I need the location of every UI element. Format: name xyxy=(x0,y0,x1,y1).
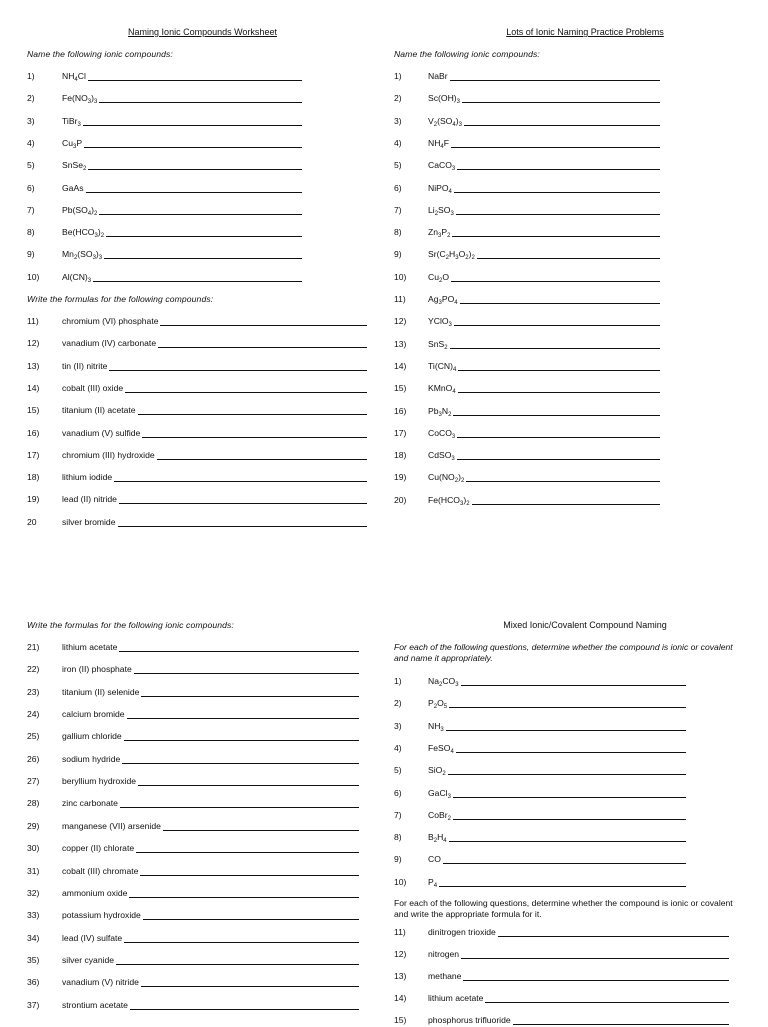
answer-line[interactable] xyxy=(157,459,367,460)
question-number: 3) xyxy=(394,115,402,126)
question-row xyxy=(394,294,660,306)
question-number: 1) xyxy=(394,676,402,686)
worksheet-title-naming-ionic: Naming Ionic Compounds Worksheet xyxy=(128,27,277,37)
question-row xyxy=(394,854,686,866)
answer-line[interactable] xyxy=(84,147,302,148)
question-row xyxy=(394,361,660,373)
question-number: 11) xyxy=(394,927,406,937)
instruction-determine-name: For each of the following questions, determine whether the compound is ionic or covalent and name it appropriately. xyxy=(394,642,733,663)
question-row xyxy=(394,183,660,195)
answer-line[interactable] xyxy=(141,986,359,987)
question-number: 2) xyxy=(27,93,35,104)
question-number: 35) xyxy=(27,954,40,965)
question-number: 15) xyxy=(394,383,407,394)
question-row xyxy=(27,450,367,462)
question-row xyxy=(27,754,359,766)
answer-line[interactable] xyxy=(88,169,302,170)
question-item: zinc carbonate xyxy=(62,798,118,809)
worksheet-title-lots-of-ionic: Lots of Ionic Naming Practice Problems xyxy=(506,27,664,37)
question-item: titanium (II) acetate xyxy=(62,405,136,416)
question-item: titanium (II) selenide xyxy=(62,686,140,697)
question-row xyxy=(27,71,302,83)
question-number: 22) xyxy=(27,664,40,675)
question-row xyxy=(394,877,686,889)
question-number: 2) xyxy=(394,698,402,709)
answer-line[interactable] xyxy=(136,852,359,853)
question-number: 11) xyxy=(27,316,39,326)
answer-line[interactable] xyxy=(138,414,367,415)
question-item: chromium (III) hydroxide xyxy=(62,449,155,460)
question-row xyxy=(27,405,367,417)
question-number: 16) xyxy=(394,405,407,416)
answer-line[interactable] xyxy=(116,964,359,965)
question-number: 4) xyxy=(394,137,402,148)
answer-line[interactable] xyxy=(462,102,660,103)
question-number: 8) xyxy=(27,227,35,238)
question-number: 13) xyxy=(394,338,407,349)
question-row xyxy=(394,116,660,128)
question-item: phosphorus trifluoride xyxy=(428,1014,511,1025)
question-item: $Be(HCO_3)_2$ xyxy=(62,227,105,240)
answer-line[interactable] xyxy=(451,147,660,148)
question-row xyxy=(27,138,302,150)
instruction-name-compounds-2: Name the following ionic compounds: xyxy=(394,49,540,59)
question-row xyxy=(394,993,729,1005)
question-item: dinitrogen trioxide xyxy=(428,927,496,937)
question-row xyxy=(27,709,359,721)
answer-line[interactable] xyxy=(454,325,660,326)
question-item: FeSO$_4$ xyxy=(428,742,454,755)
answer-line[interactable] xyxy=(460,303,660,304)
question-number: 27) xyxy=(27,776,40,787)
question-item: $Fe(HCO_3)_2$ xyxy=(428,494,470,507)
question-number: 12) xyxy=(394,948,407,959)
answer-line[interactable] xyxy=(140,875,359,876)
question-item: CdSO$_3$ xyxy=(428,450,455,463)
question-row xyxy=(394,406,660,418)
question-row xyxy=(394,383,660,395)
question-row xyxy=(394,339,660,351)
question-row xyxy=(27,933,359,945)
question-number: 4) xyxy=(27,137,35,148)
question-row xyxy=(27,249,302,261)
question-row xyxy=(27,731,359,743)
question-item: CO xyxy=(428,854,441,865)
question-row xyxy=(394,721,686,733)
question-number: 14) xyxy=(27,382,40,393)
question-number: 8) xyxy=(394,227,402,238)
question-number: 12) xyxy=(27,338,40,349)
question-number: 25) xyxy=(27,731,40,742)
question-row xyxy=(27,821,359,833)
question-item: silver cyanide xyxy=(62,954,115,965)
question-row xyxy=(394,160,660,172)
question-item: potassium hydroxide xyxy=(62,910,141,921)
question-item: $Cu_2O$ xyxy=(428,271,450,284)
question-item: vanadium (V) nitride xyxy=(62,977,139,988)
question-item: $Sc(OH)_3$ xyxy=(428,93,460,106)
answer-line[interactable] xyxy=(88,80,302,81)
question-item: ammonium oxide xyxy=(62,887,128,898)
question-number: 23) xyxy=(27,686,40,697)
question-row xyxy=(27,687,359,699)
question-item: nitrogen xyxy=(428,948,460,959)
question-number: 7) xyxy=(394,809,402,820)
question-row xyxy=(394,205,660,217)
question-row xyxy=(394,765,686,777)
question-item: $NH_4F$ xyxy=(428,137,450,150)
question-item: CoBr$_2$ xyxy=(428,809,451,822)
question-item: NaBr xyxy=(428,71,448,81)
question-item: cobalt (III) chromate xyxy=(62,865,139,876)
answer-line[interactable] xyxy=(99,102,302,103)
question-number: 17) xyxy=(27,449,40,460)
question-item: manganese (VII) arsenide xyxy=(62,820,161,831)
question-number: 14) xyxy=(394,360,407,371)
question-row xyxy=(27,1000,359,1012)
question-number: 19) xyxy=(27,494,40,505)
question-row xyxy=(394,788,686,800)
question-number: 28) xyxy=(27,798,40,809)
question-number: 18) xyxy=(27,472,40,483)
question-item: $Al(CN)_3$ xyxy=(62,271,92,284)
instruction-write-ionic-formulas: Write the formulas for the following ionic compounds: xyxy=(27,620,234,630)
question-number: 20) xyxy=(394,494,407,505)
answer-line[interactable] xyxy=(104,258,302,259)
question-number: 15) xyxy=(27,405,40,416)
answer-line[interactable] xyxy=(99,214,302,215)
answer-line[interactable] xyxy=(138,785,359,786)
question-number: 13) xyxy=(27,360,40,371)
question-item: $Na_2CO_3$ xyxy=(428,676,459,688)
question-number: 15) xyxy=(394,1014,407,1025)
question-item: sodium hydride xyxy=(62,753,121,764)
question-row xyxy=(27,955,359,967)
question-row xyxy=(27,843,359,855)
instruction-name-compounds: Name the following ionic compounds: xyxy=(27,49,173,59)
answer-line[interactable] xyxy=(114,481,367,482)
question-row xyxy=(394,249,660,261)
answer-line[interactable] xyxy=(461,958,729,959)
question-item: $P_2O_5$ xyxy=(428,698,448,711)
answer-line[interactable] xyxy=(127,718,359,719)
question-item: strontium acetate xyxy=(62,999,128,1010)
question-row xyxy=(394,698,686,710)
question-row xyxy=(394,676,686,688)
answer-line[interactable] xyxy=(466,481,660,482)
answer-line[interactable] xyxy=(142,437,367,438)
question-item: $NH_3$ xyxy=(428,720,444,733)
question-number: 37) xyxy=(27,999,40,1010)
question-item: GaAs xyxy=(62,182,84,193)
question-row xyxy=(394,428,660,440)
question-item: $Fe(NO_3)_3$ xyxy=(62,93,98,106)
question-row xyxy=(27,428,367,440)
question-item: vanadium (IV) carbonate xyxy=(62,338,157,349)
answer-line[interactable] xyxy=(106,236,302,237)
question-number: 18) xyxy=(394,450,407,461)
answer-line[interactable] xyxy=(446,730,686,731)
question-number: 3) xyxy=(394,720,402,731)
question-number: 9) xyxy=(27,249,35,260)
answer-line[interactable] xyxy=(122,763,359,764)
answer-line[interactable] xyxy=(119,651,359,652)
answer-line[interactable] xyxy=(160,325,367,326)
question-number: 24) xyxy=(27,709,40,720)
question-item: CaCO$_3$ xyxy=(428,160,456,173)
answer-line[interactable] xyxy=(449,707,686,708)
question-item: $V_2(SO_4)_3$ xyxy=(428,115,462,128)
answer-line[interactable] xyxy=(439,886,686,887)
question-number: 20 xyxy=(27,516,37,527)
question-number: 1) xyxy=(394,71,402,81)
question-item: lead (II) nitride xyxy=(62,494,117,505)
question-number: 16) xyxy=(27,427,40,438)
answer-line[interactable] xyxy=(143,919,359,920)
question-item: $Pb_3N_2$ xyxy=(428,405,452,418)
question-item: beryllium hydroxide xyxy=(62,776,137,787)
question-number: 5) xyxy=(394,160,402,171)
question-row xyxy=(27,494,367,506)
question-row xyxy=(394,227,660,239)
question-item: vanadium (V) sulfide xyxy=(62,427,141,438)
question-item: methane xyxy=(428,970,462,981)
answer-line[interactable] xyxy=(158,347,367,348)
question-item: $Sr(C_2H_3O_2)_2$ xyxy=(428,249,475,262)
question-item: $B_2H_4$ xyxy=(428,832,447,845)
answer-line[interactable] xyxy=(129,897,359,898)
instruction-write-formulas: Write the formulas for the following compounds: xyxy=(27,294,214,304)
answer-line[interactable] xyxy=(456,214,660,215)
question-number: 1) xyxy=(27,71,35,81)
question-number: 4) xyxy=(394,742,402,753)
question-row xyxy=(394,450,660,462)
answer-line[interactable] xyxy=(463,980,729,981)
question-row xyxy=(27,977,359,989)
answer-line[interactable] xyxy=(83,125,302,126)
question-item: CoCO$_3$ xyxy=(428,427,456,440)
question-number: 5) xyxy=(27,160,35,171)
question-item: lithium acetate xyxy=(428,992,484,1003)
question-row xyxy=(27,642,359,654)
question-item: gallium chloride xyxy=(62,731,122,742)
question-number: 12) xyxy=(394,316,407,327)
question-number: 9) xyxy=(394,854,402,865)
question-item: SiO$_2$ xyxy=(428,765,446,778)
question-row xyxy=(27,338,367,350)
question-item: $Pb(SO_4)_2$ xyxy=(62,204,98,217)
question-number: 6) xyxy=(394,182,402,193)
question-row xyxy=(27,517,367,529)
question-item: KMnO$_4$ xyxy=(428,383,456,396)
answer-line[interactable] xyxy=(457,169,660,170)
question-row xyxy=(394,93,660,105)
question-item: $Ti(CN)_4$ xyxy=(428,360,457,373)
question-row xyxy=(27,316,367,328)
answer-line[interactable] xyxy=(130,1009,359,1010)
question-number: 5) xyxy=(394,765,402,776)
question-number: 21) xyxy=(27,642,40,652)
question-row xyxy=(27,205,302,217)
answer-line[interactable] xyxy=(124,740,359,741)
answer-line[interactable] xyxy=(453,797,686,798)
question-row xyxy=(27,798,359,810)
question-row xyxy=(27,664,359,676)
answer-line[interactable] xyxy=(118,526,367,527)
question-row xyxy=(27,183,302,195)
question-row xyxy=(27,116,302,128)
answer-line[interactable] xyxy=(449,841,686,842)
answer-line[interactable] xyxy=(119,503,367,504)
question-item: $Zn_3P_2$ xyxy=(428,227,451,240)
answer-line[interactable] xyxy=(457,459,660,460)
question-item: $Cu_3P$ xyxy=(62,137,83,150)
question-row xyxy=(394,927,729,939)
question-number: 10) xyxy=(394,271,407,282)
question-item: lithium acetate xyxy=(62,642,118,652)
answer-line[interactable] xyxy=(141,696,359,697)
answer-line[interactable] xyxy=(454,192,660,193)
question-item: GaCl$_3$ xyxy=(428,787,451,800)
question-number: 11) xyxy=(394,294,406,304)
answer-line[interactable] xyxy=(461,685,686,686)
question-row xyxy=(27,227,302,239)
question-number: 7) xyxy=(27,204,35,215)
question-row xyxy=(27,472,367,484)
question-number: 36) xyxy=(27,977,40,988)
answer-line[interactable] xyxy=(120,807,359,808)
question-number: 29) xyxy=(27,820,40,831)
question-number: 31) xyxy=(27,865,40,876)
answer-line[interactable] xyxy=(453,819,686,820)
question-number: 8) xyxy=(394,832,402,843)
question-row xyxy=(394,272,660,284)
answer-line[interactable] xyxy=(456,752,686,753)
question-row xyxy=(27,866,359,878)
answer-line[interactable] xyxy=(458,370,660,371)
question-number: 30) xyxy=(27,843,40,854)
question-number: 32) xyxy=(27,887,40,898)
question-row xyxy=(394,1015,729,1027)
answer-line[interactable] xyxy=(498,936,729,937)
answer-line[interactable] xyxy=(125,392,367,393)
answer-line[interactable] xyxy=(457,437,660,438)
question-row xyxy=(27,776,359,788)
question-row xyxy=(394,832,686,844)
question-item: $P_4$ xyxy=(428,876,438,889)
question-number: 14) xyxy=(394,992,407,1003)
question-item: $Mn_2(SO_3)_3$ xyxy=(62,249,103,262)
question-number: 6) xyxy=(27,182,35,193)
instruction-determine-formula: For each of the following questions, determine whether the compound is ionic or covalent and write the appropriate formula for it. xyxy=(394,898,733,919)
question-row xyxy=(27,361,367,373)
answer-line[interactable] xyxy=(86,192,302,193)
question-number: 10) xyxy=(394,876,407,887)
answer-line[interactable] xyxy=(109,370,367,371)
question-number: 26) xyxy=(27,753,40,764)
question-number: 19) xyxy=(394,472,407,483)
question-row xyxy=(394,743,686,755)
question-number: 33) xyxy=(27,910,40,921)
question-item: chromium (VI) phosphate xyxy=(62,316,159,326)
question-item: $Ag_3PO_4$ xyxy=(428,294,458,306)
question-item: $NH_4Cl$ xyxy=(62,71,86,83)
worksheet-title-mixed: Mixed Ionic/Covalent Compound Naming xyxy=(503,620,667,630)
answer-line[interactable] xyxy=(93,281,302,282)
question-item: silver bromide xyxy=(62,516,116,527)
question-item: $Cu(NO_2)_2$ xyxy=(428,472,465,485)
question-item: lead (IV) sulfate xyxy=(62,932,123,943)
question-item: TiBr$_3$ xyxy=(62,115,81,128)
question-row xyxy=(394,71,660,83)
question-item: tin (II) nitrite xyxy=(62,360,108,371)
answer-line[interactable] xyxy=(464,125,660,126)
question-number: 6) xyxy=(394,787,402,798)
question-item: YClO$_3$ xyxy=(428,316,452,329)
question-row xyxy=(394,316,660,328)
question-row xyxy=(27,272,302,284)
question-row xyxy=(394,138,660,150)
question-item: lithium iodide xyxy=(62,472,113,483)
answer-line[interactable] xyxy=(134,673,359,674)
question-item: cobalt (III) oxide xyxy=(62,382,124,393)
question-row xyxy=(27,910,359,922)
answer-line[interactable] xyxy=(453,415,660,416)
question-item: SnS$_2$ xyxy=(428,338,448,351)
question-number: 10) xyxy=(27,271,40,282)
question-row xyxy=(27,383,367,395)
question-item: NiPO$_4$ xyxy=(428,182,452,195)
question-row xyxy=(394,495,660,507)
question-number: 34) xyxy=(27,932,40,943)
question-item: copper (II) chlorate xyxy=(62,843,135,854)
answer-line[interactable] xyxy=(451,281,660,282)
answer-line[interactable] xyxy=(124,942,359,943)
answer-line[interactable] xyxy=(472,504,660,505)
question-row xyxy=(27,888,359,900)
question-number: 3) xyxy=(27,115,35,126)
answer-line[interactable] xyxy=(443,863,686,864)
question-number: 13) xyxy=(394,970,407,981)
answer-line[interactable] xyxy=(485,1002,729,1003)
question-row xyxy=(394,810,686,822)
answer-line[interactable] xyxy=(448,774,686,775)
answer-line[interactable] xyxy=(450,80,660,81)
question-row xyxy=(394,971,729,983)
answer-line[interactable] xyxy=(452,236,660,237)
answer-line[interactable] xyxy=(450,348,660,349)
question-number: 7) xyxy=(394,204,402,215)
question-number: 9) xyxy=(394,249,402,260)
answer-line[interactable] xyxy=(458,392,660,393)
question-row xyxy=(27,160,302,172)
question-row xyxy=(394,949,729,961)
answer-line[interactable] xyxy=(163,830,359,831)
answer-line[interactable] xyxy=(477,258,660,259)
question-row xyxy=(27,93,302,105)
question-row xyxy=(394,472,660,484)
question-item: iron (II) phosphate xyxy=(62,664,132,675)
question-number: 2) xyxy=(394,93,402,104)
question-item: $Li_2SO_3$ xyxy=(428,204,454,217)
question-number: 17) xyxy=(394,427,407,438)
question-item: SnSe$_2$ xyxy=(62,160,87,173)
question-item: calcium bromide xyxy=(62,709,125,720)
